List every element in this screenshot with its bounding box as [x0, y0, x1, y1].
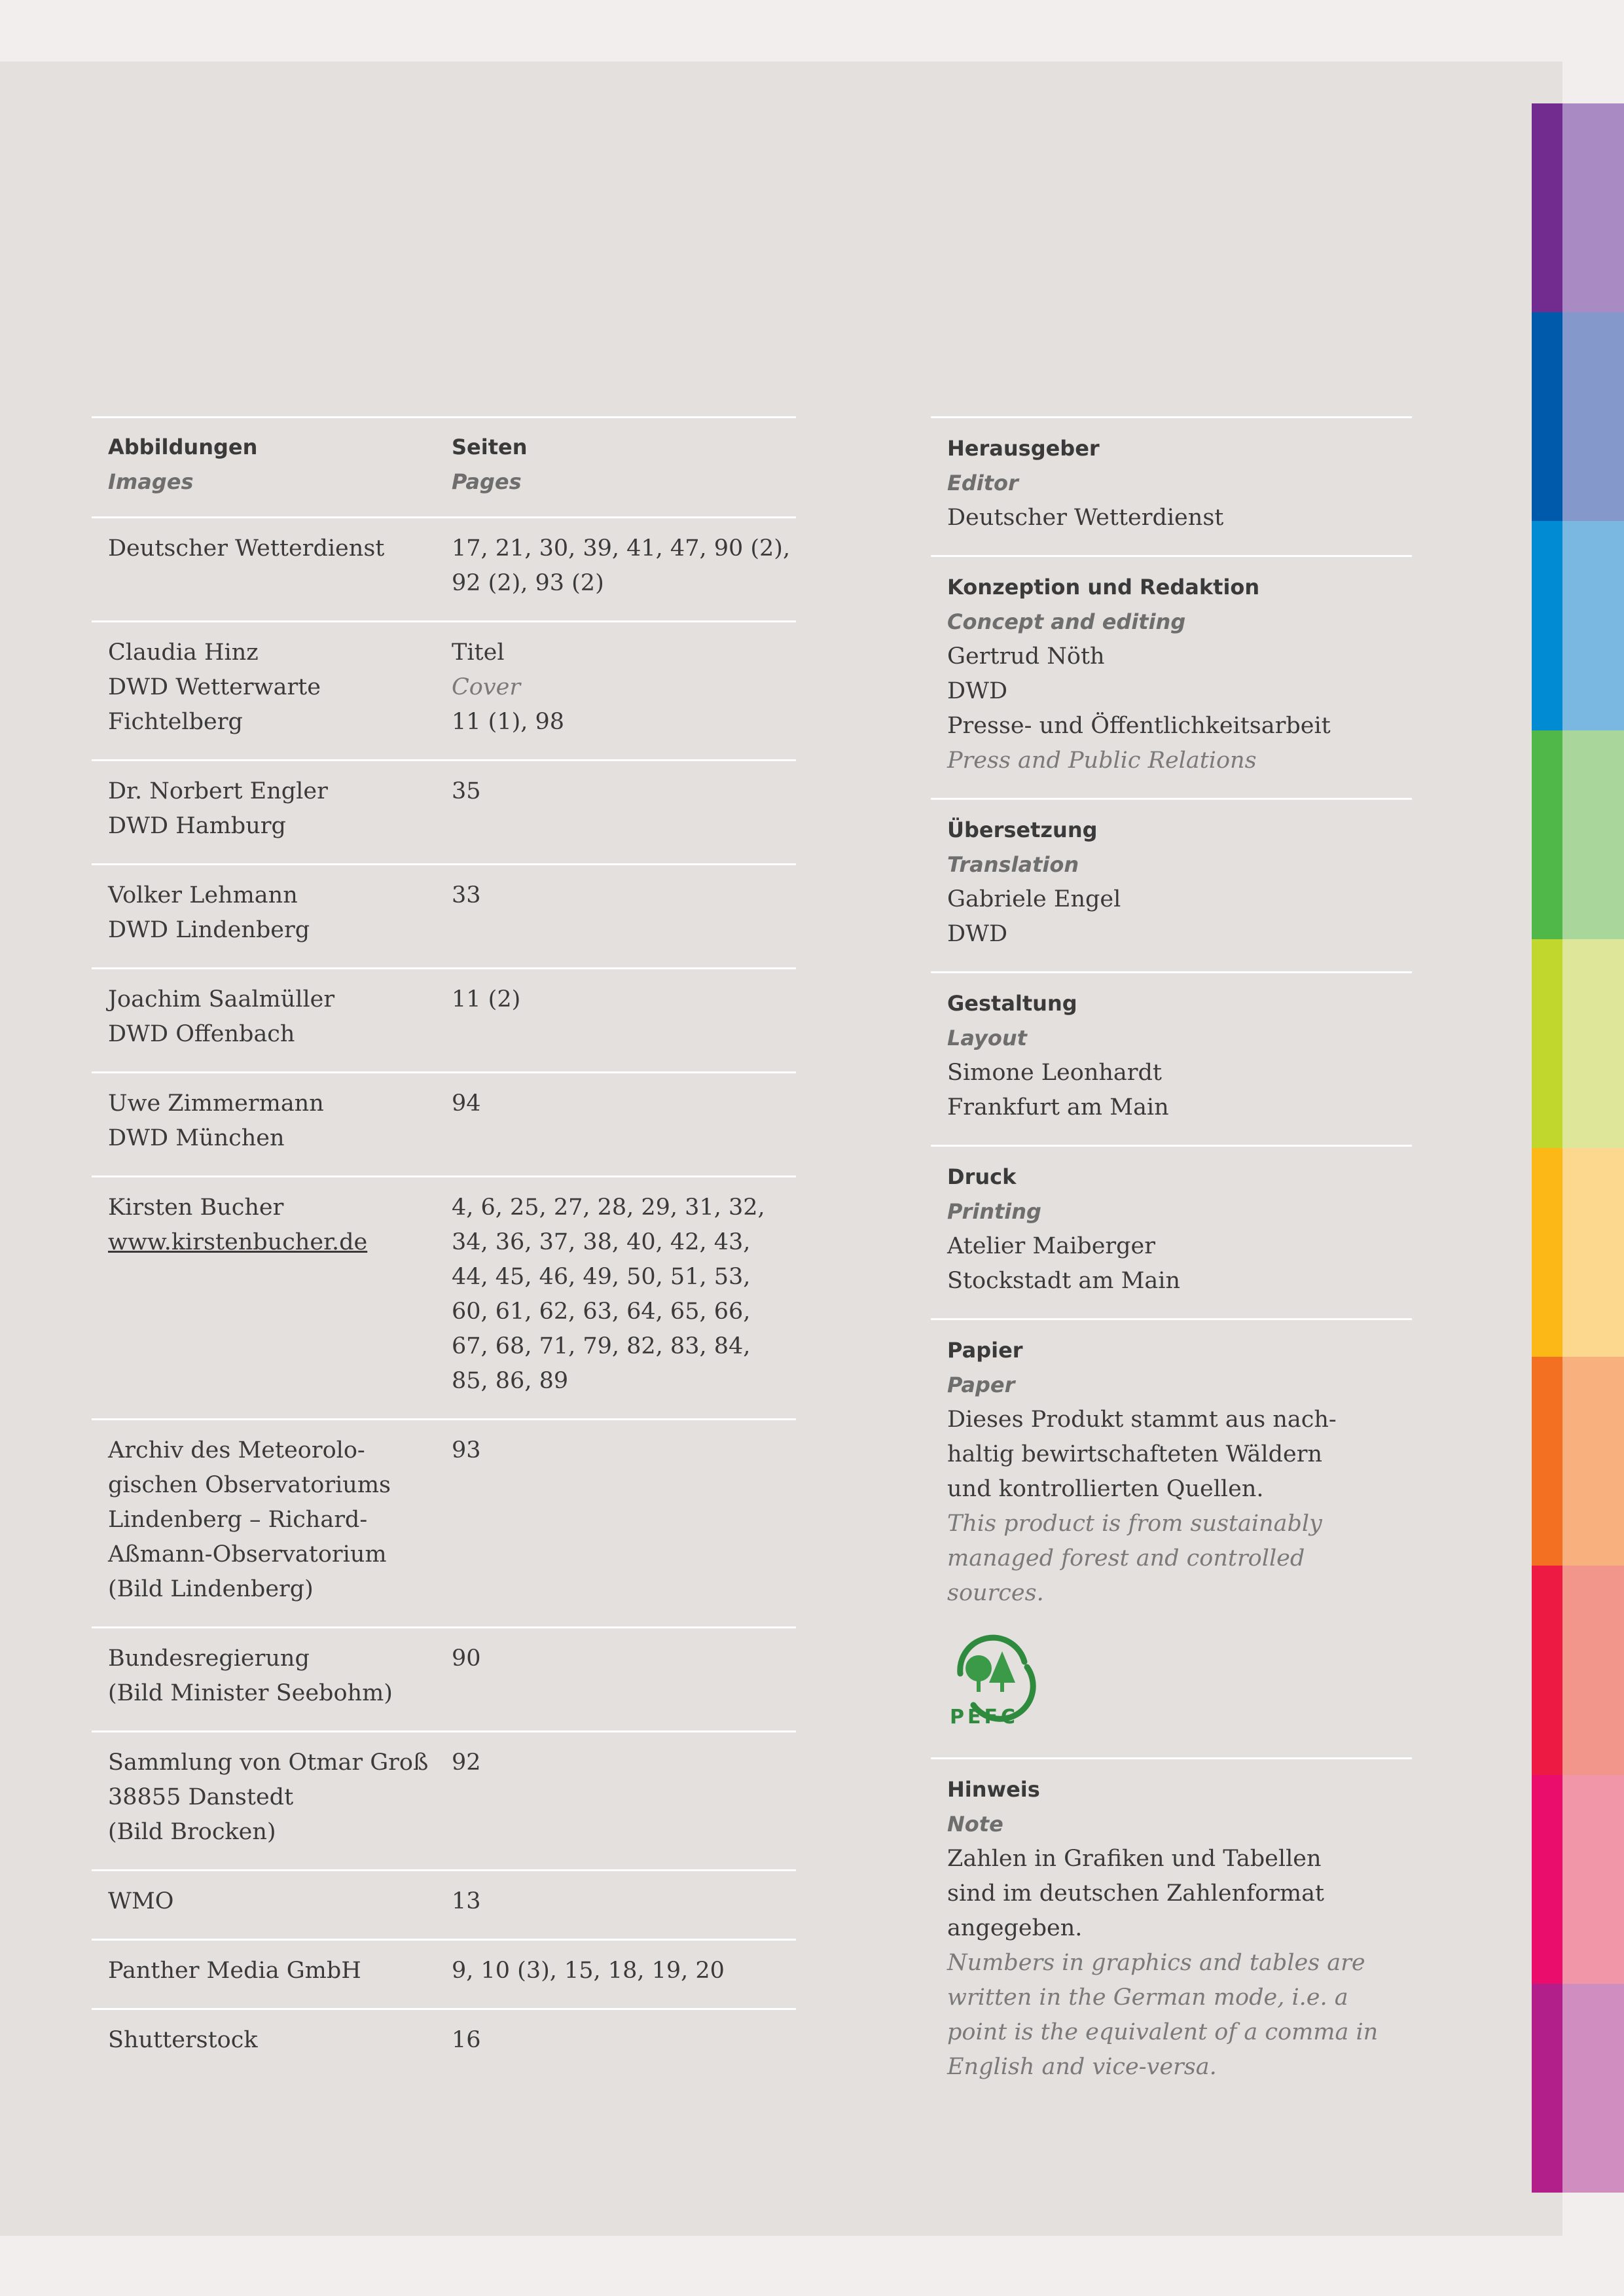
credit-source-line: (Bild Minister Seebohm) — [108, 1680, 393, 1706]
section-subtitle: Concept and editing — [947, 609, 1186, 634]
section-line-en: This product is from sustainably — [947, 1511, 1322, 1537]
credit-pages-line: Cover — [452, 674, 521, 700]
section-line: Frankfurt am Main — [947, 1094, 1169, 1121]
credit-row — [92, 1420, 796, 1628]
credits-header-row — [92, 418, 796, 518]
credit-source-line: gischen Observatoriums — [108, 1472, 391, 1498]
chapter-tab-light-stripe — [1562, 1357, 1624, 1566]
section-line: DWD — [947, 921, 1008, 947]
credit-source-line: (Bild Lindenberg) — [108, 1576, 314, 1602]
section-title: Übersetzung — [947, 817, 1098, 842]
section-line: und kontrollierten Quellen. — [947, 1476, 1264, 1502]
chapter-tab-7 — [1532, 1357, 1624, 1566]
chapter-tab-3 — [1532, 521, 1624, 730]
credit-pages-line: 4, 6, 25, 27, 28, 29, 31, 32, — [452, 1194, 765, 1221]
section-line: Atelier Maiberger — [947, 1233, 1155, 1259]
section-line-en: Numbers in graphics and tables are — [947, 1950, 1365, 1976]
pefc-logo-text: PEFC — [950, 1706, 1019, 1729]
chapter-tab-dark-stripe — [1532, 521, 1562, 730]
credit-source-line: DWD Lindenberg — [108, 917, 310, 943]
section-title: Hinweis — [947, 1777, 1040, 1802]
section-line-en: written in the German mode, i.e. a — [947, 1984, 1348, 2011]
section-line: Zahlen in Grafiken und Tabellen — [947, 1846, 1322, 1872]
chapter-tab-dark-stripe — [1532, 103, 1562, 312]
chapter-tab-light-stripe — [1562, 103, 1624, 312]
credit-pages-line: 92 — [452, 1749, 481, 1776]
section-subtitle: Layout — [947, 1026, 1027, 1050]
chapter-tab-light-stripe — [1562, 939, 1624, 1148]
credits-col2-title: Seiten — [452, 435, 528, 459]
section-line: Presse- und Öffentlichkeitsarbeit — [947, 713, 1331, 739]
kirstenbucher-link[interactable]: www.kirstenbucher.de — [108, 1229, 368, 1255]
credit-row — [92, 1073, 796, 1177]
section-line: Deutscher Wetterdienst — [947, 505, 1224, 531]
credit-row — [92, 865, 796, 969]
credit-source-line: DWD Wetterwarte — [108, 674, 321, 700]
credit-pages-line: 92 (2), 93 (2) — [452, 570, 604, 596]
image-credits-table — [92, 416, 796, 2077]
credit-row — [92, 1732, 796, 1871]
printing-section — [931, 1147, 1412, 1320]
credits-col2-subtitle: Pages — [452, 469, 522, 494]
credit-pages-line: 9, 10 (3), 15, 18, 19, 20 — [452, 1958, 725, 1984]
credit-source-line: Uwe Zimmermann — [108, 1090, 324, 1117]
chapter-color-tabs — [1532, 103, 1624, 2193]
credit-source-line: Panther Media GmbH — [108, 1958, 361, 1984]
credit-source-line: Deutscher Wetterdienst — [108, 535, 385, 562]
section-title: Gestaltung — [947, 991, 1077, 1016]
section-line-en: managed forest and controlled — [947, 1545, 1305, 1571]
credit-row — [92, 518, 796, 622]
section-line: haltig bewirtschafteten Wäldern — [947, 1441, 1322, 1467]
credit-row — [92, 969, 796, 1073]
paper-section — [931, 1320, 1412, 1759]
note-section — [931, 1759, 1412, 2104]
section-title: Konzeption und Redaktion — [947, 575, 1260, 600]
publisher-section — [931, 418, 1412, 557]
credit-source-line: Dr. Norbert Engler — [108, 778, 328, 804]
credit-source-line: DWD Offenbach — [108, 1021, 295, 1047]
chapter-tab-6 — [1532, 1148, 1624, 1357]
section-line: Gertrud Nöth — [947, 643, 1105, 670]
chapter-tab-dark-stripe — [1532, 312, 1562, 521]
credit-pages-line: 35 — [452, 778, 481, 804]
section-title: Herausgeber — [947, 436, 1100, 461]
credit-source-line: DWD Hamburg — [108, 813, 286, 839]
credit-pages-line: Titel — [452, 639, 505, 666]
credit-pages-line: 11 (2) — [452, 986, 521, 1013]
section-subtitle: Note — [947, 1812, 1003, 1837]
credit-row — [92, 1871, 796, 1941]
credit-source-line: Fichtelberg — [108, 709, 243, 735]
section-line: angegeben. — [947, 1915, 1083, 1941]
chapter-tab-light-stripe — [1562, 1148, 1624, 1357]
credit-source-line: Aßmann-Observatorium — [108, 1541, 387, 1568]
chapter-tab-dark-stripe — [1532, 1148, 1562, 1357]
credit-source-line: Bundesregierung — [108, 1645, 310, 1672]
credit-source-line: Kirsten Bucher — [108, 1194, 284, 1221]
credits-col1-subtitle: Images — [108, 469, 194, 494]
credit-pages-line: 94 — [452, 1090, 481, 1117]
credit-pages-line: 34, 36, 37, 38, 40, 42, 43, — [452, 1229, 751, 1255]
chapter-tab-dark-stripe — [1532, 939, 1562, 1148]
chapter-tab-dark-stripe — [1532, 730, 1562, 939]
credit-pages-line: 11 (1), 98 — [452, 709, 565, 735]
credit-source-line: DWD München — [108, 1125, 285, 1151]
pefc-logo-icon — [947, 1628, 1039, 1732]
credits-col1-title: Abbildungen — [108, 435, 258, 459]
section-line-en: English and vice-versa. — [947, 2054, 1217, 2080]
credit-pages-line: 90 — [452, 1645, 481, 1672]
section-title: Papier — [947, 1338, 1023, 1363]
credit-row — [92, 1628, 796, 1732]
credit-source-line: (Bild Brocken) — [108, 1819, 276, 1845]
chapter-tab-light-stripe — [1562, 312, 1624, 521]
chapter-tab-light-stripe — [1562, 1566, 1624, 1774]
credit-pages-line: 93 — [452, 1437, 481, 1463]
credit-source-line: Lindenberg – Richard- — [108, 1507, 368, 1533]
chapter-tab-light-stripe — [1562, 521, 1624, 730]
credit-pages-line: 13 — [452, 1888, 481, 1914]
chapter-tab-dark-stripe — [1532, 1984, 1562, 2193]
chapter-tab-2 — [1532, 312, 1624, 521]
concept-section — [931, 557, 1412, 800]
chapter-tab-light-stripe — [1562, 1775, 1624, 1984]
section-line-en: sources. — [947, 1580, 1044, 1606]
credit-row — [92, 761, 796, 865]
section-subtitle: Printing — [947, 1199, 1041, 1224]
credit-row — [92, 2010, 796, 2077]
chapter-tab-1 — [1532, 103, 1624, 312]
credit-pages-line: 17, 21, 30, 39, 41, 47, 90 (2), — [452, 535, 791, 562]
credit-pages-line: 44, 45, 46, 49, 50, 51, 53, — [452, 1264, 751, 1290]
chapter-tab-8 — [1532, 1566, 1624, 1774]
imprint-column — [931, 416, 1412, 2104]
chapter-tab-4 — [1532, 730, 1624, 939]
credit-row — [92, 1177, 796, 1420]
credit-source-line: Sammlung von Otmar Groß — [108, 1749, 429, 1776]
section-title: Druck — [947, 1164, 1017, 1189]
credit-source-line: Claudia Hinz — [108, 639, 259, 666]
section-line: Gabriele Engel — [947, 886, 1121, 912]
layout-section — [931, 973, 1412, 1147]
credit-source-line: 38855 Danstedt — [108, 1784, 294, 1810]
chapter-tab-5 — [1532, 939, 1624, 1148]
credit-source-line: Archiv des Meteorolo- — [108, 1437, 365, 1463]
credit-source-line: Shutterstock — [108, 2027, 258, 2053]
section-line: DWD — [947, 678, 1008, 704]
credit-source-line: Joachim Saalmüller — [108, 986, 335, 1013]
credit-row — [92, 1941, 796, 2010]
chapter-tab-9 — [1532, 1775, 1624, 1984]
chapter-tab-light-stripe — [1562, 730, 1624, 939]
credit-pages-line: 60, 61, 62, 63, 64, 65, 66, — [452, 1299, 751, 1325]
section-line: sind im deutschen Zahlenformat — [947, 1880, 1324, 1907]
section-subtitle: Editor — [947, 471, 1019, 495]
credit-row — [92, 622, 796, 761]
chapter-tab-dark-stripe — [1532, 1775, 1562, 1984]
chapter-tab-10 — [1532, 1984, 1624, 2193]
chapter-tab-dark-stripe — [1532, 1357, 1562, 1566]
credit-source-line: Volker Lehmann — [108, 882, 298, 908]
section-subtitle: Paper — [947, 1372, 1015, 1397]
section-line-en: Press and Public Relations — [947, 747, 1257, 774]
section-line-en: point is the equivalent of a comma in — [947, 2019, 1379, 2045]
credit-pages-line: 16 — [452, 2027, 481, 2053]
section-line: Dieses Produkt stammt aus nach- — [947, 1407, 1337, 1433]
section-line: Stockstadt am Main — [947, 1268, 1181, 1294]
chapter-tab-light-stripe — [1562, 1984, 1624, 2193]
translation-section — [931, 800, 1412, 973]
credit-pages-line: 67, 68, 71, 79, 82, 83, 84, — [452, 1333, 751, 1359]
section-subtitle: Translation — [947, 852, 1079, 877]
credit-pages-line: 33 — [452, 882, 481, 908]
credit-pages-line: 85, 86, 89 — [452, 1368, 569, 1394]
section-line: Simone Leonhardt — [947, 1060, 1162, 1086]
chapter-tab-dark-stripe — [1532, 1566, 1562, 1774]
credit-source-line: WMO — [108, 1888, 174, 1914]
